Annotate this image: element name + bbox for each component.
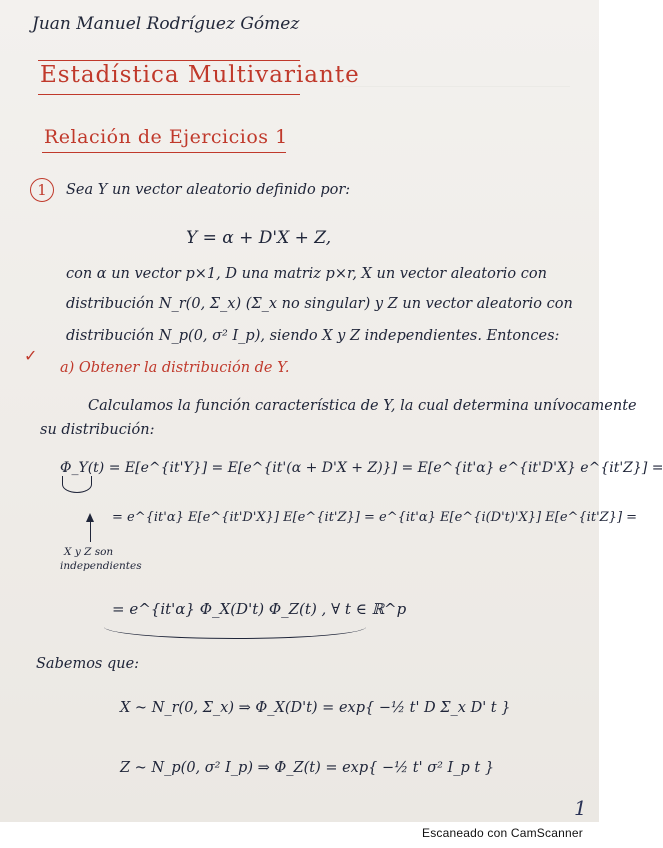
sabemos-heading: Sabemos que: [36, 656, 140, 672]
author-name: Juan Manuel Rodríguez Gómez [32, 14, 300, 34]
annotation-note-line-1: X y Z son [64, 546, 114, 558]
exercise-number-badge: 1 [30, 178, 54, 202]
statement-line-1: con α un vector p×1, D una matriz p×r, X un vector aleatorio con [66, 266, 547, 282]
derivation-line-1: Calculamos la función característica de Y, la cual determina unívocamente [88, 398, 637, 414]
definition-equation: Y = α + D'X + Z, [186, 228, 332, 248]
derivation-line-2: su distribución: [40, 422, 155, 438]
bleed-through-texture [340, 86, 570, 157]
title-rule-top [38, 60, 300, 61]
document-subtitle: Relación de Ejercicios 1 [44, 126, 288, 148]
equation-2: = e^{it'α} E[e^{it'D'X}] E[e^{it'Z}] = e^{it'α} E[e^{i(D't)'X}] E[e^{it'Z}] = [112, 510, 638, 525]
statement-line-3: distribución N_p(0, σ² I_p), siendo X y Z independientes. Entonces: [66, 328, 560, 344]
annotation-arrow-stem [90, 520, 91, 542]
document-title: Estadística Multivariante [40, 62, 360, 88]
equation-1: Φ_Y(t) = E[e^{it'Y}] = E[e^{it'(α + D'X + Z)}] = E[e^{it'α} e^{it'D'X} e^{it'Z}] = [60, 460, 663, 476]
annotation-note-line-2: independientes [60, 560, 142, 572]
equation-5: Z ~ N_p(0, σ² I_p) ⇒ Φ_Z(t) = exp{ −½ t' σ² I_p t } [120, 760, 495, 776]
page-number: 1 [574, 796, 587, 820]
result-underbrace [104, 622, 366, 639]
phi-y-circle-mark [62, 476, 92, 493]
subtitle-rule [42, 152, 286, 153]
equation-4: X ~ N_r(0, Σ_x) ⇒ Φ_X(D't) = exp{ −½ t' D Σ_x D' t } [120, 700, 511, 716]
title-rule-bottom [38, 94, 300, 95]
equation-3: = e^{it'α} Φ_X(D't) Φ_Z(t) , ∀ t ∈ ℝ^p [112, 600, 407, 618]
statement-line-2: distribución N_r(0, Σ_x) (Σ_x no singular) y Z un vector aleatorio con [66, 296, 573, 312]
scanner-footer: Escaneado con CamScanner [422, 826, 583, 840]
part-a-question: a) Obtener la distribución de Y. [60, 360, 290, 376]
margin-check-mark: ✓ [24, 346, 38, 365]
exercise-intro: Sea Y un vector aleatorio definido por: [66, 182, 351, 198]
